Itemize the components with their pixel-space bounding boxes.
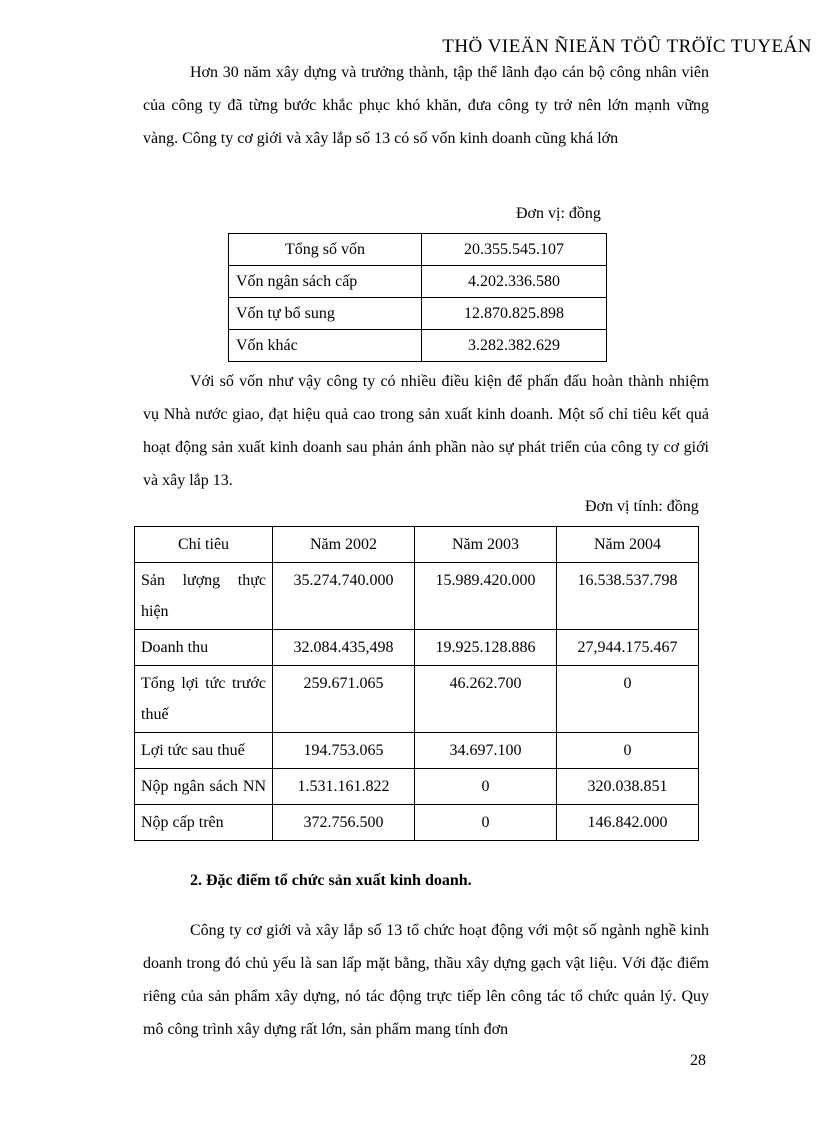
table-row [229, 266, 607, 298]
capital-label: Tổng số vốn [229, 234, 422, 266]
table-row [229, 234, 607, 266]
column-header: Năm 2002 [273, 527, 415, 563]
capital-value: 20.355.545.107 [422, 234, 607, 266]
capital-value: 3.282.382.629 [422, 330, 607, 362]
row-label: Nộp cấp trên [135, 805, 273, 841]
column-header: Năm 2004 [557, 527, 699, 563]
row-label: Tổng lợi tức trước thuế [135, 666, 273, 733]
intro-paragraph: Hơn 30 năm xây dựng và trưởng thành, tập thể lãnh đạo cán bộ công nhân viên của công ty đã từng bước khắc phục khó khăn, đưa công ty trở nên lớn mạnh vững vàng. Công ty cơ giới và xây lắp số 13 có số vốn kinh doanh cũng khá lớn [143, 64, 709, 147]
value-2003: 0 [415, 805, 557, 841]
value-2002: 32.084.435,498 [273, 630, 415, 666]
capital-label: Vốn khác [229, 330, 422, 362]
table-row [135, 630, 699, 666]
value-2003: 34.697.100 [415, 733, 557, 769]
table-row [135, 805, 699, 841]
table-header-row [135, 527, 699, 563]
capital-table [228, 233, 607, 362]
row-label: Lợi tức sau thuế [135, 733, 273, 769]
capital-label: Vốn ngân sách cấp [229, 266, 422, 298]
value-2004: 320.038.851 [557, 769, 699, 805]
results-unit-label: Đơn vị tính: đồng [585, 498, 699, 515]
middle-paragraph: Với số vốn như vậy công ty có nhiều điều kiện để phấn đấu hoàn thành nhiệm vụ Nhà nước giao, đạt hiệu quả cao trong sản xuất kinh doanh. Một số chỉ tiêu kết quả hoạt động sản xuất kinh doanh sau phản ánh phần nào sự phát triển của công ty cơ giới và xây lắp 13. [143, 373, 709, 489]
value-2003: 0 [415, 769, 557, 805]
row-label: Sản lượng thực hiện [135, 563, 273, 630]
value-2004: 0 [557, 733, 699, 769]
value-2002: 1.531.161.822 [273, 769, 415, 805]
table-row [135, 563, 699, 630]
library-header: THÖ VIEÄN ÑIEÄN TÖÛ TRÖÏC TUYEÁN [442, 36, 812, 57]
results-table [134, 526, 699, 841]
table-row [135, 666, 699, 733]
value-2004: 16.538.537.798 [557, 563, 699, 630]
value-2002: 194.753.065 [273, 733, 415, 769]
value-2004: 146.842.000 [557, 805, 699, 841]
page-number: 28 [690, 1052, 706, 1069]
value-2003: 15.989.420.000 [415, 563, 557, 630]
table-row [135, 733, 699, 769]
value-2003: 19.925.128.886 [415, 630, 557, 666]
value-2004: 27,944.175.467 [557, 630, 699, 666]
value-2003: 46.262.700 [415, 666, 557, 733]
capital-value: 12.870.825.898 [422, 298, 607, 330]
value-2004: 0 [557, 666, 699, 733]
table-row [135, 769, 699, 805]
capital-label: Vốn tự bổ sung [229, 298, 422, 330]
column-header: Chỉ tiêu [135, 527, 273, 563]
value-2002: 372.756.500 [273, 805, 415, 841]
table-row [229, 298, 607, 330]
row-label: Nộp ngân sách NN [135, 769, 273, 805]
table-row [229, 330, 607, 362]
value-2002: 259.671.065 [273, 666, 415, 733]
value-2002: 35.274.740.000 [273, 563, 415, 630]
row-label: Doanh thu [135, 630, 273, 666]
capital-unit-label: Đơn vị: đồng [516, 205, 601, 222]
capital-value: 4.202.336.580 [422, 266, 607, 298]
section-paragraph: Công ty cơ giới và xây lắp số 13 tổ chức hoạt động với một số ngành nghề kinh doanh trong đó chủ yếu là san lấp mặt bằng, thầu xây dựng gạch vật liệu. Với đặc điểm riêng của sản phẩm xây dựng, nó tác động trực tiếp lên công tác tổ chức quản lý. Quy mô công trình xây dựng rất lớn, sản phẩm mang tính đơn [143, 922, 709, 1038]
column-header: Năm 2003 [415, 527, 557, 563]
section-heading: 2. Đặc điểm tổ chức sản xuất kinh doanh. [190, 872, 472, 889]
